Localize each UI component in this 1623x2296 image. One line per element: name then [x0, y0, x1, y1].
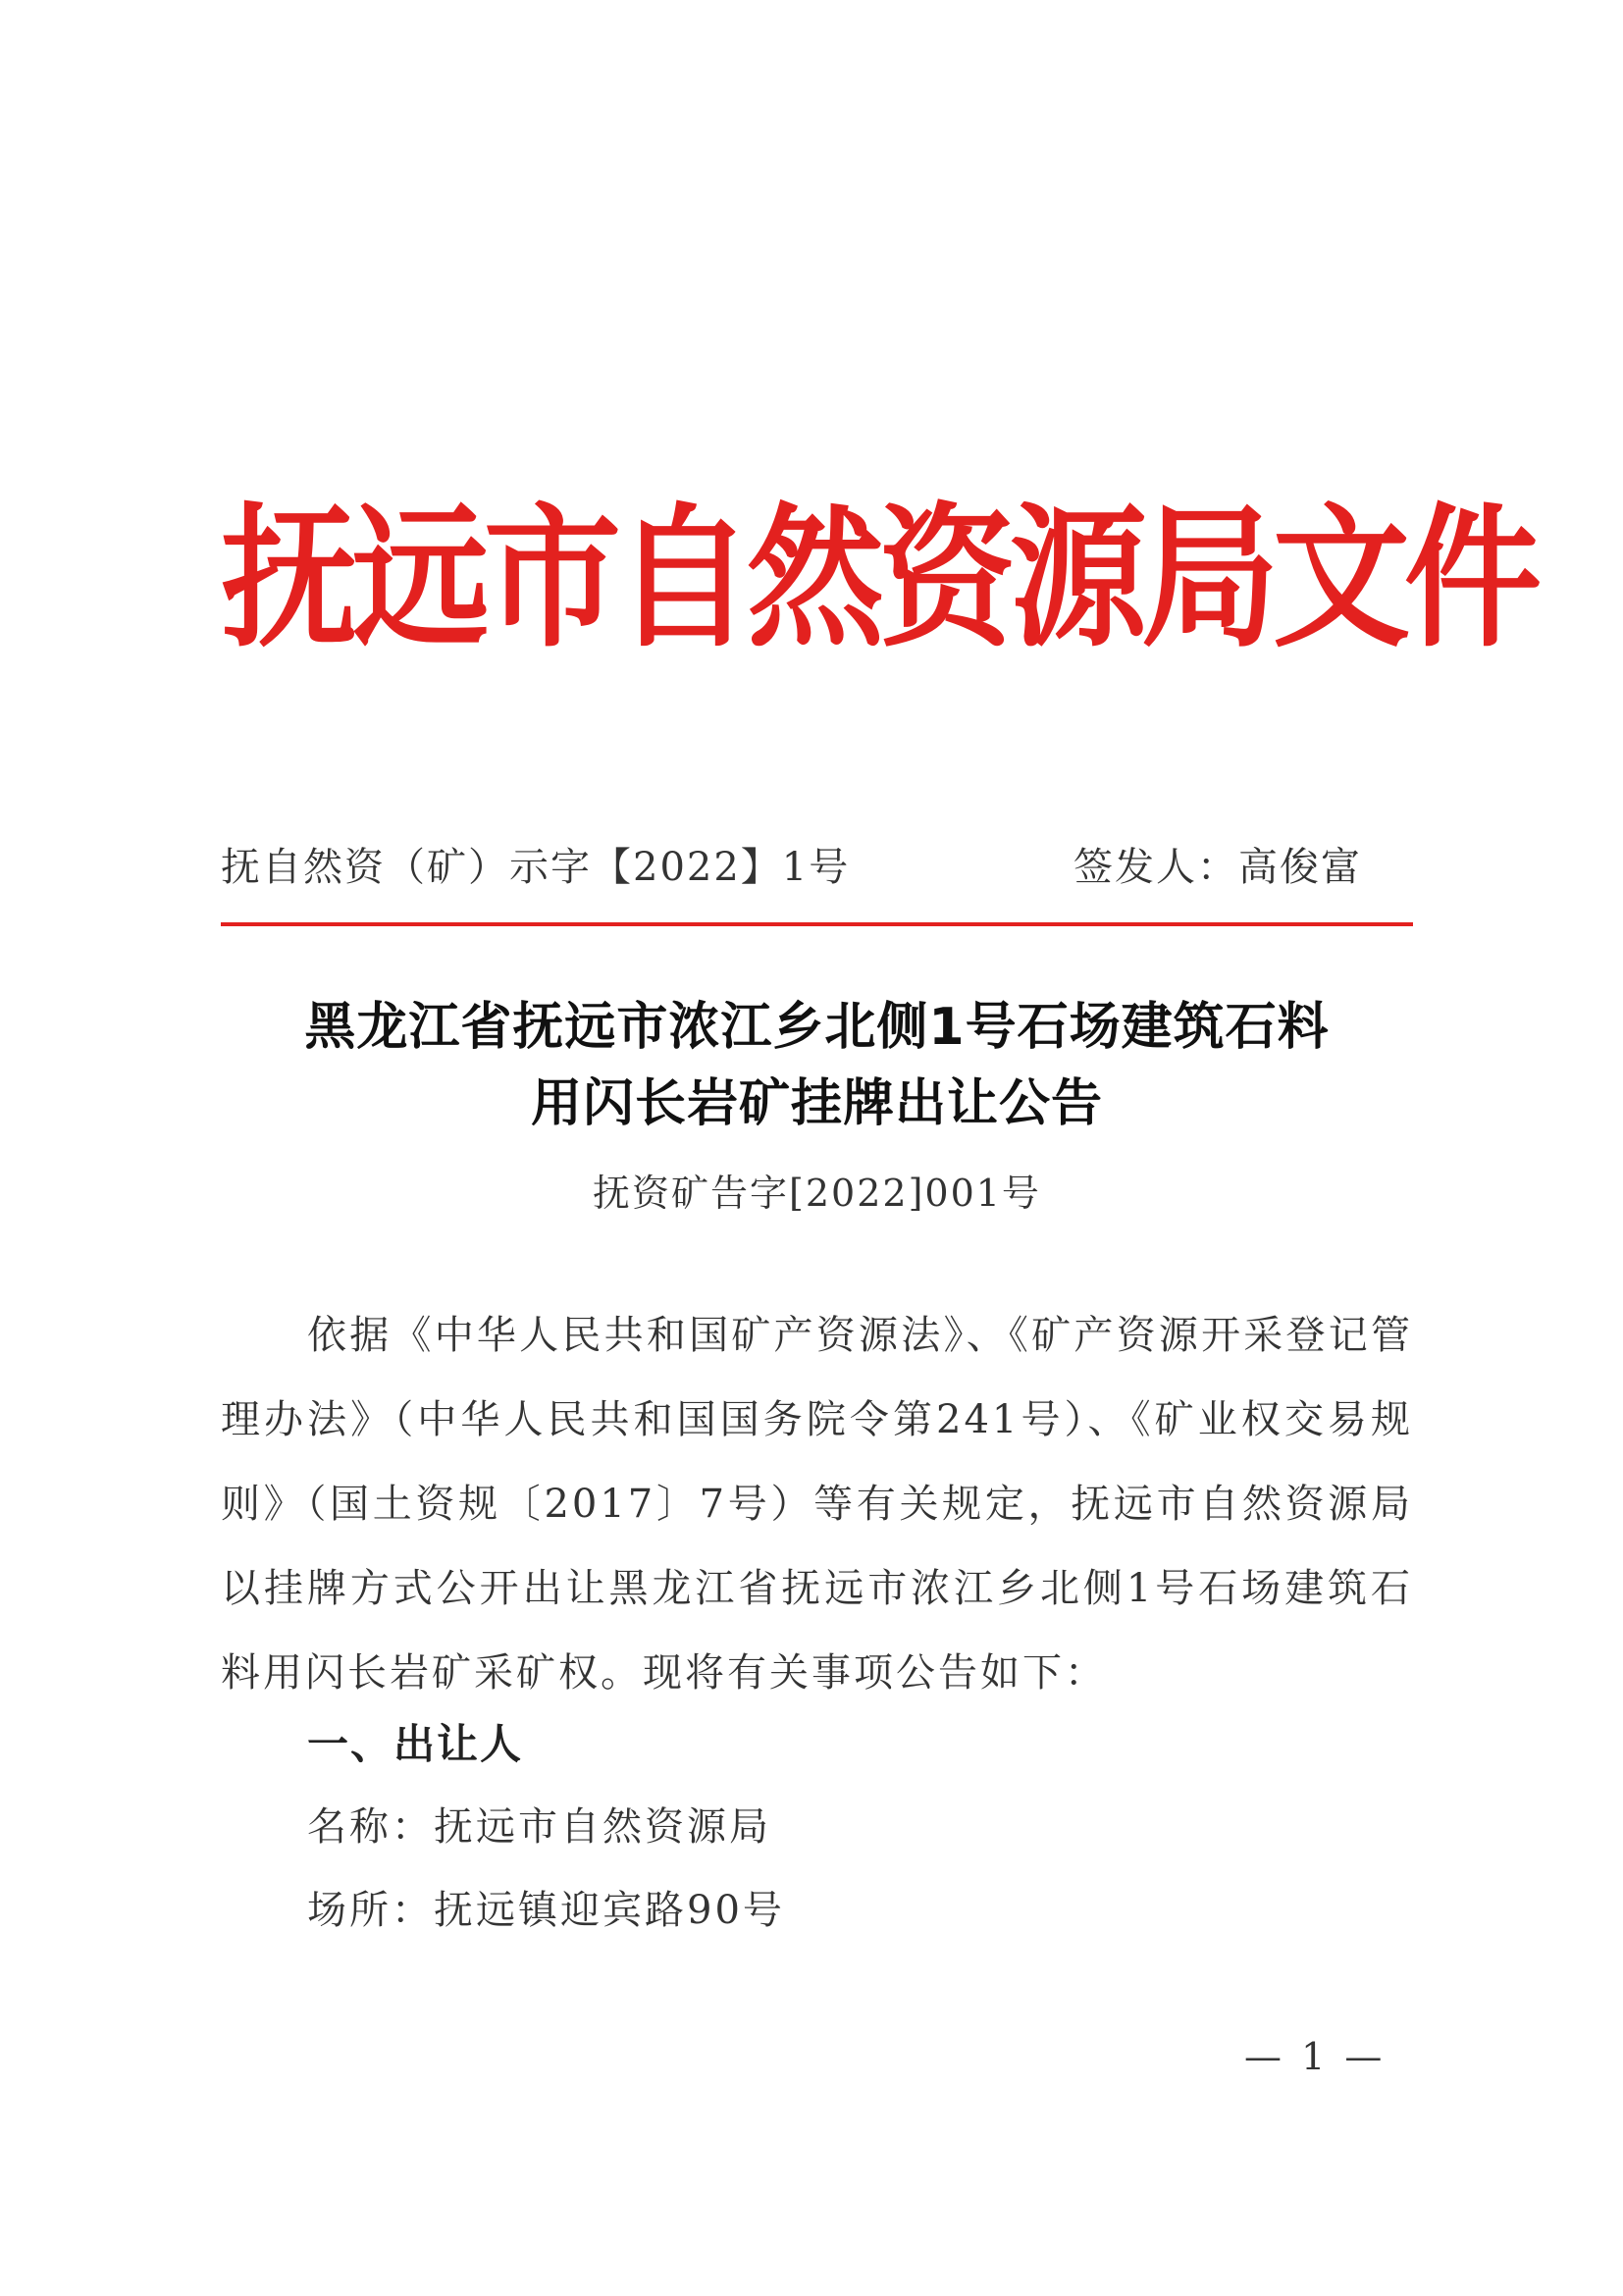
- masthead-char: 然: [747, 489, 885, 669]
- announcement-body-paragraph: 依据《中华人民共和国矿产资源法》、《矿产资源开采登记管理办法》（中华人民共和国国务院令第241号）、《矿业权交易规则》（国土资规〔2017〕7号）等有关规定，抚远市自然资源局以挂牌方式公开出让黑龙江省抚远市浓江乡北侧1号石场建筑石料用闪长岩矿采矿权。现将有关事项公告如下：: [221, 1313, 1413, 1696]
- announcement-title: [221, 989, 1413, 1142]
- transferor-name: 名称：抚远市自然资源局: [307, 1804, 771, 1850]
- masthead-char: 抚: [221, 489, 359, 669]
- masthead-char: 文: [1273, 489, 1411, 669]
- announcement-title-line: 黑龙江省抚远市浓江乡北侧1号石场建筑石料: [304, 998, 1330, 1057]
- page-number: — 1 —: [1244, 2035, 1387, 2078]
- announcement-number: 抚资矿告字[2022]001号: [593, 1172, 1041, 1215]
- masthead-char: 件: [1404, 489, 1543, 669]
- masthead-char: 局: [1141, 489, 1280, 669]
- red-divider-rule: [221, 922, 1413, 926]
- masthead-char: 市: [484, 489, 622, 669]
- masthead-char: 远: [352, 489, 491, 669]
- announcement-title-line: 用闪长岩矿挂牌出让公告: [530, 1074, 1103, 1133]
- transferor-location: 场所：抚远镇迎宾路90号: [307, 1888, 785, 1933]
- document-masthead: [221, 489, 1543, 669]
- document-number: 抚自然资（矿）示字【2022】1号: [221, 845, 851, 890]
- document-meta-line: [221, 836, 1413, 895]
- section-heading-transferor: 一、出让人: [307, 1720, 524, 1768]
- issuer-signature-line: 签发人：高俊富: [1073, 845, 1362, 890]
- masthead-char: 资: [878, 489, 1017, 669]
- masthead-char: 源: [1010, 489, 1148, 669]
- masthead-char: 自: [615, 489, 754, 669]
